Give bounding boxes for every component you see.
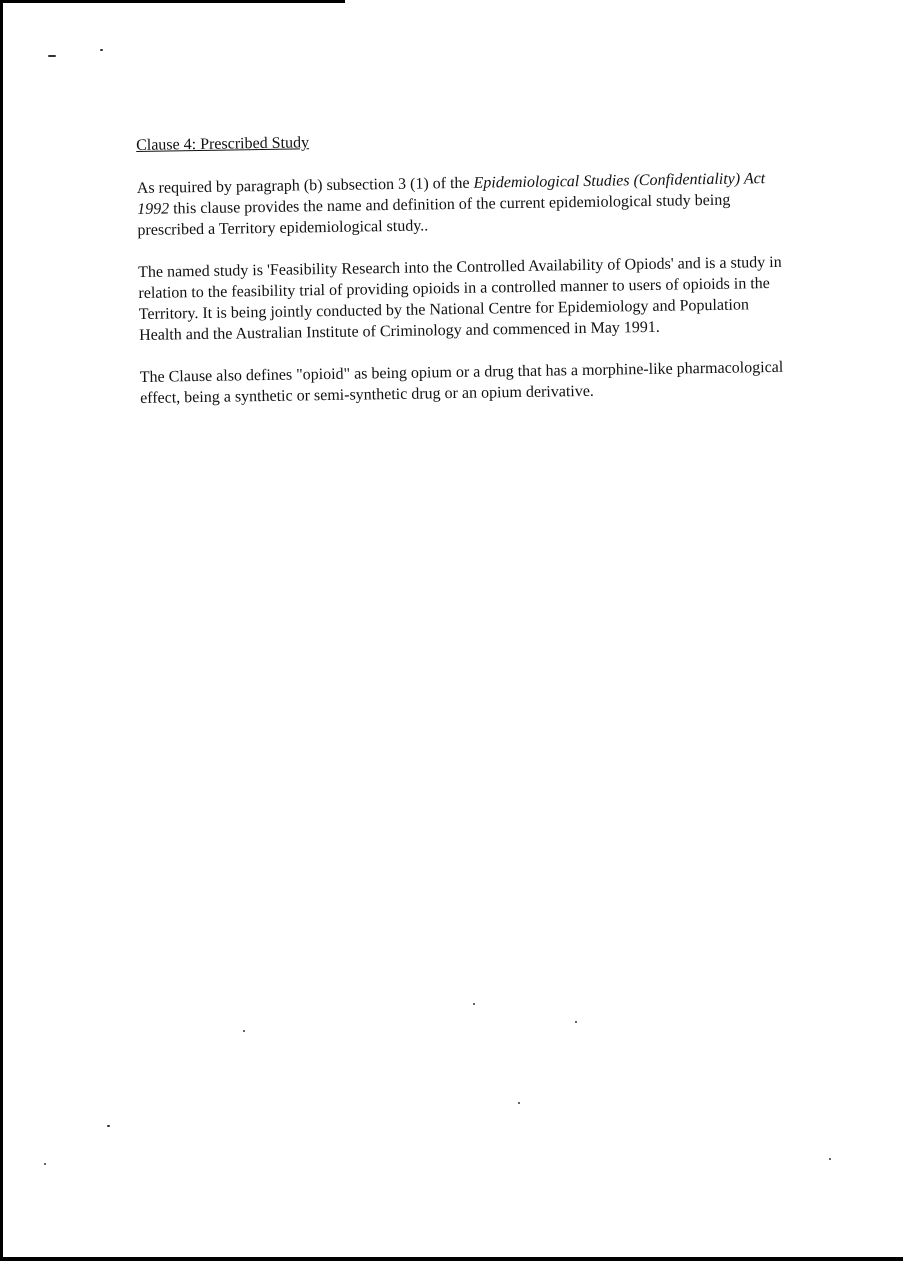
scan-edge-left — [0, 0, 3, 1261]
scan-speck — [243, 1030, 245, 1032]
act-title: Epidemiological Studies (Confidentiality) Act 1992 — [137, 170, 766, 218]
scan-speck — [44, 1163, 46, 1165]
clause-heading: Clause 4: Prescribed Study — [136, 134, 310, 154]
paragraph-named-study: The named study is 'Feasibility Research into the Controlled Availability of Opiods' and is a study in relation to the feasibility trial of providing opioids in a controlled manner to users of opioids in the Territory. It is being jointly conducted by the National Centre for Epidemiology and Population Health and the Australian Institute of Criminology and commenced in May 1991. — [138, 253, 782, 344]
document-body — [136, 126, 786, 430]
scan-speck — [575, 1021, 577, 1023]
scan-speck — [48, 55, 56, 57]
scan-edge-top — [0, 0, 345, 3]
scan-speck — [107, 1125, 110, 1127]
scan-speck — [473, 1003, 475, 1005]
scan-edge-bottom — [0, 1257, 903, 1261]
scan-speck — [829, 1158, 831, 1160]
paragraph-text: As required by paragraph (b) subsection 3 (1) of the — [136, 174, 474, 197]
scan-speck — [518, 1102, 520, 1104]
paragraph-opioid-definition: The Clause also defines "opioid" as being opium or a drug that has a morphine-like pharmacological effect, being a synthetic or semi-synthetic drug or an opium derivative. — [139, 358, 784, 407]
paragraph-text: this clause provides the name and definition of the current epidemiological study being prescribed a Territory epidemiological study.. — [137, 191, 731, 239]
scan-speck — [100, 49, 103, 51]
paragraph-prescribed-act — [137, 168, 783, 241]
